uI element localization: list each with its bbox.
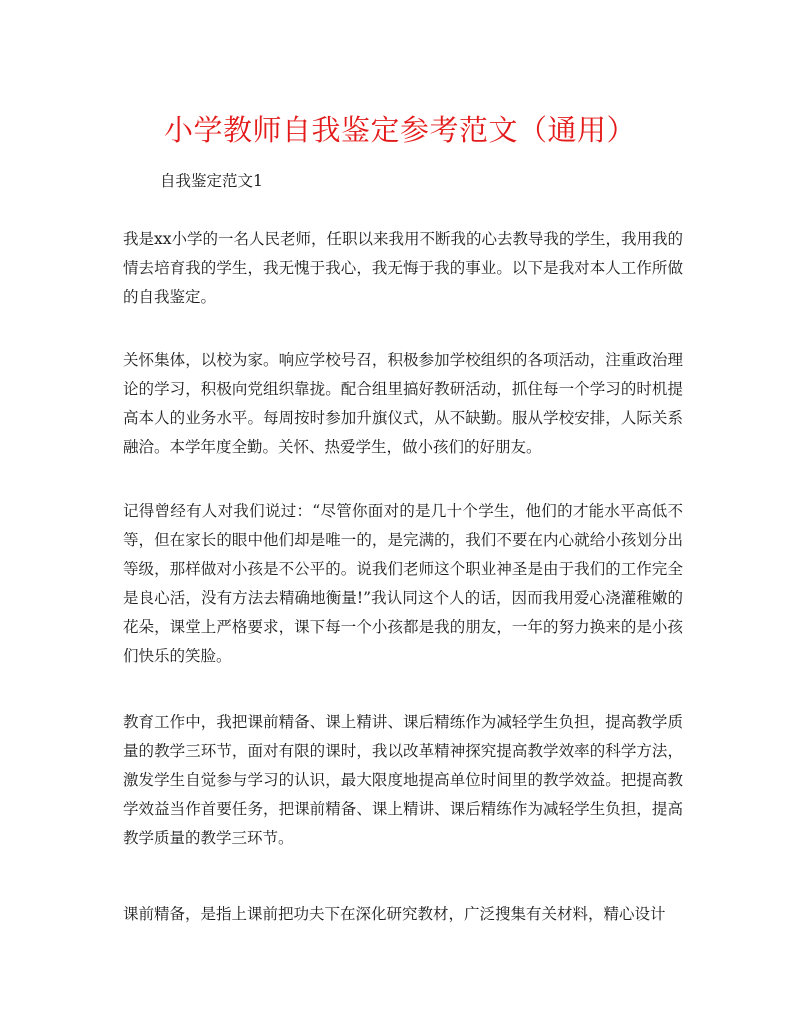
paragraph-teaching: 教育工作中，我把课前精备、课上精讲、课后精练作为减轻学生负担，提高教学质量的教学三环节，面对有限的课时，我以改革精神探究提高教学效率的科学方法，激发学生自觉参与学习的认识，最大限度地提高单位时间里的教学效益。把提高教学效益当作首要任务，把课前精备、课上精讲、课后精练作为减轻学生负担，提高教学质量的教学三环节。 [123,713,683,847]
paragraph-preparation: 课前精备，是指上课前把功夫下在深化研究教材，广泛搜集有关材料，精心设计 [123,905,666,923]
paragraph-intro: 我是xx小学的一名人民老师，任职以来我用不断我的心去教导我的学生，我用我的情去培育我的学生，我无愧于我心，我无悔于我的事业。以下是我对本人工作所做的自我鉴定。 [123,230,683,306]
document-title: 小学教师自我鉴定参考范文（通用） [163,113,636,147]
paragraph-collective: 关怀集体，以校为家。响应学校号召，积极参加学校组织的各项活动，注重政治理论的学习，积极向党组织靠拢。配合组里搞好教研活动，抓住每一个学习的时机提高本人的业务水平。每周按时参加升旗仪式，从不缺勤。服从学校安排，人际关系融洽。本学年度全勤。关怀、热爱学生，做小孩们的好朋友。 [123,351,683,456]
paragraph-quote: 记得曾经有人对我们说过：“尽管你面对的是几十个学生，他们的才能水平高低不等，但在家长的眼中他们却是唯一的，是完满的，我们不要在内心就给小孩划分出等级，那样做对小孩是不公平的。说我们老师这个职业神圣是由于我们的工作完全是良心活，没有方法去精确地衡量!”我认同这个人的话，因而我用爱心浇灌稚嫩的花朵，课堂上严格要求，课下每一个小孩都是我的朋友，一年的努力换来的是小孩们快乐的笑脸。 [123,502,683,665]
section-subtitle: 自我鉴定范文1 [160,172,263,190]
